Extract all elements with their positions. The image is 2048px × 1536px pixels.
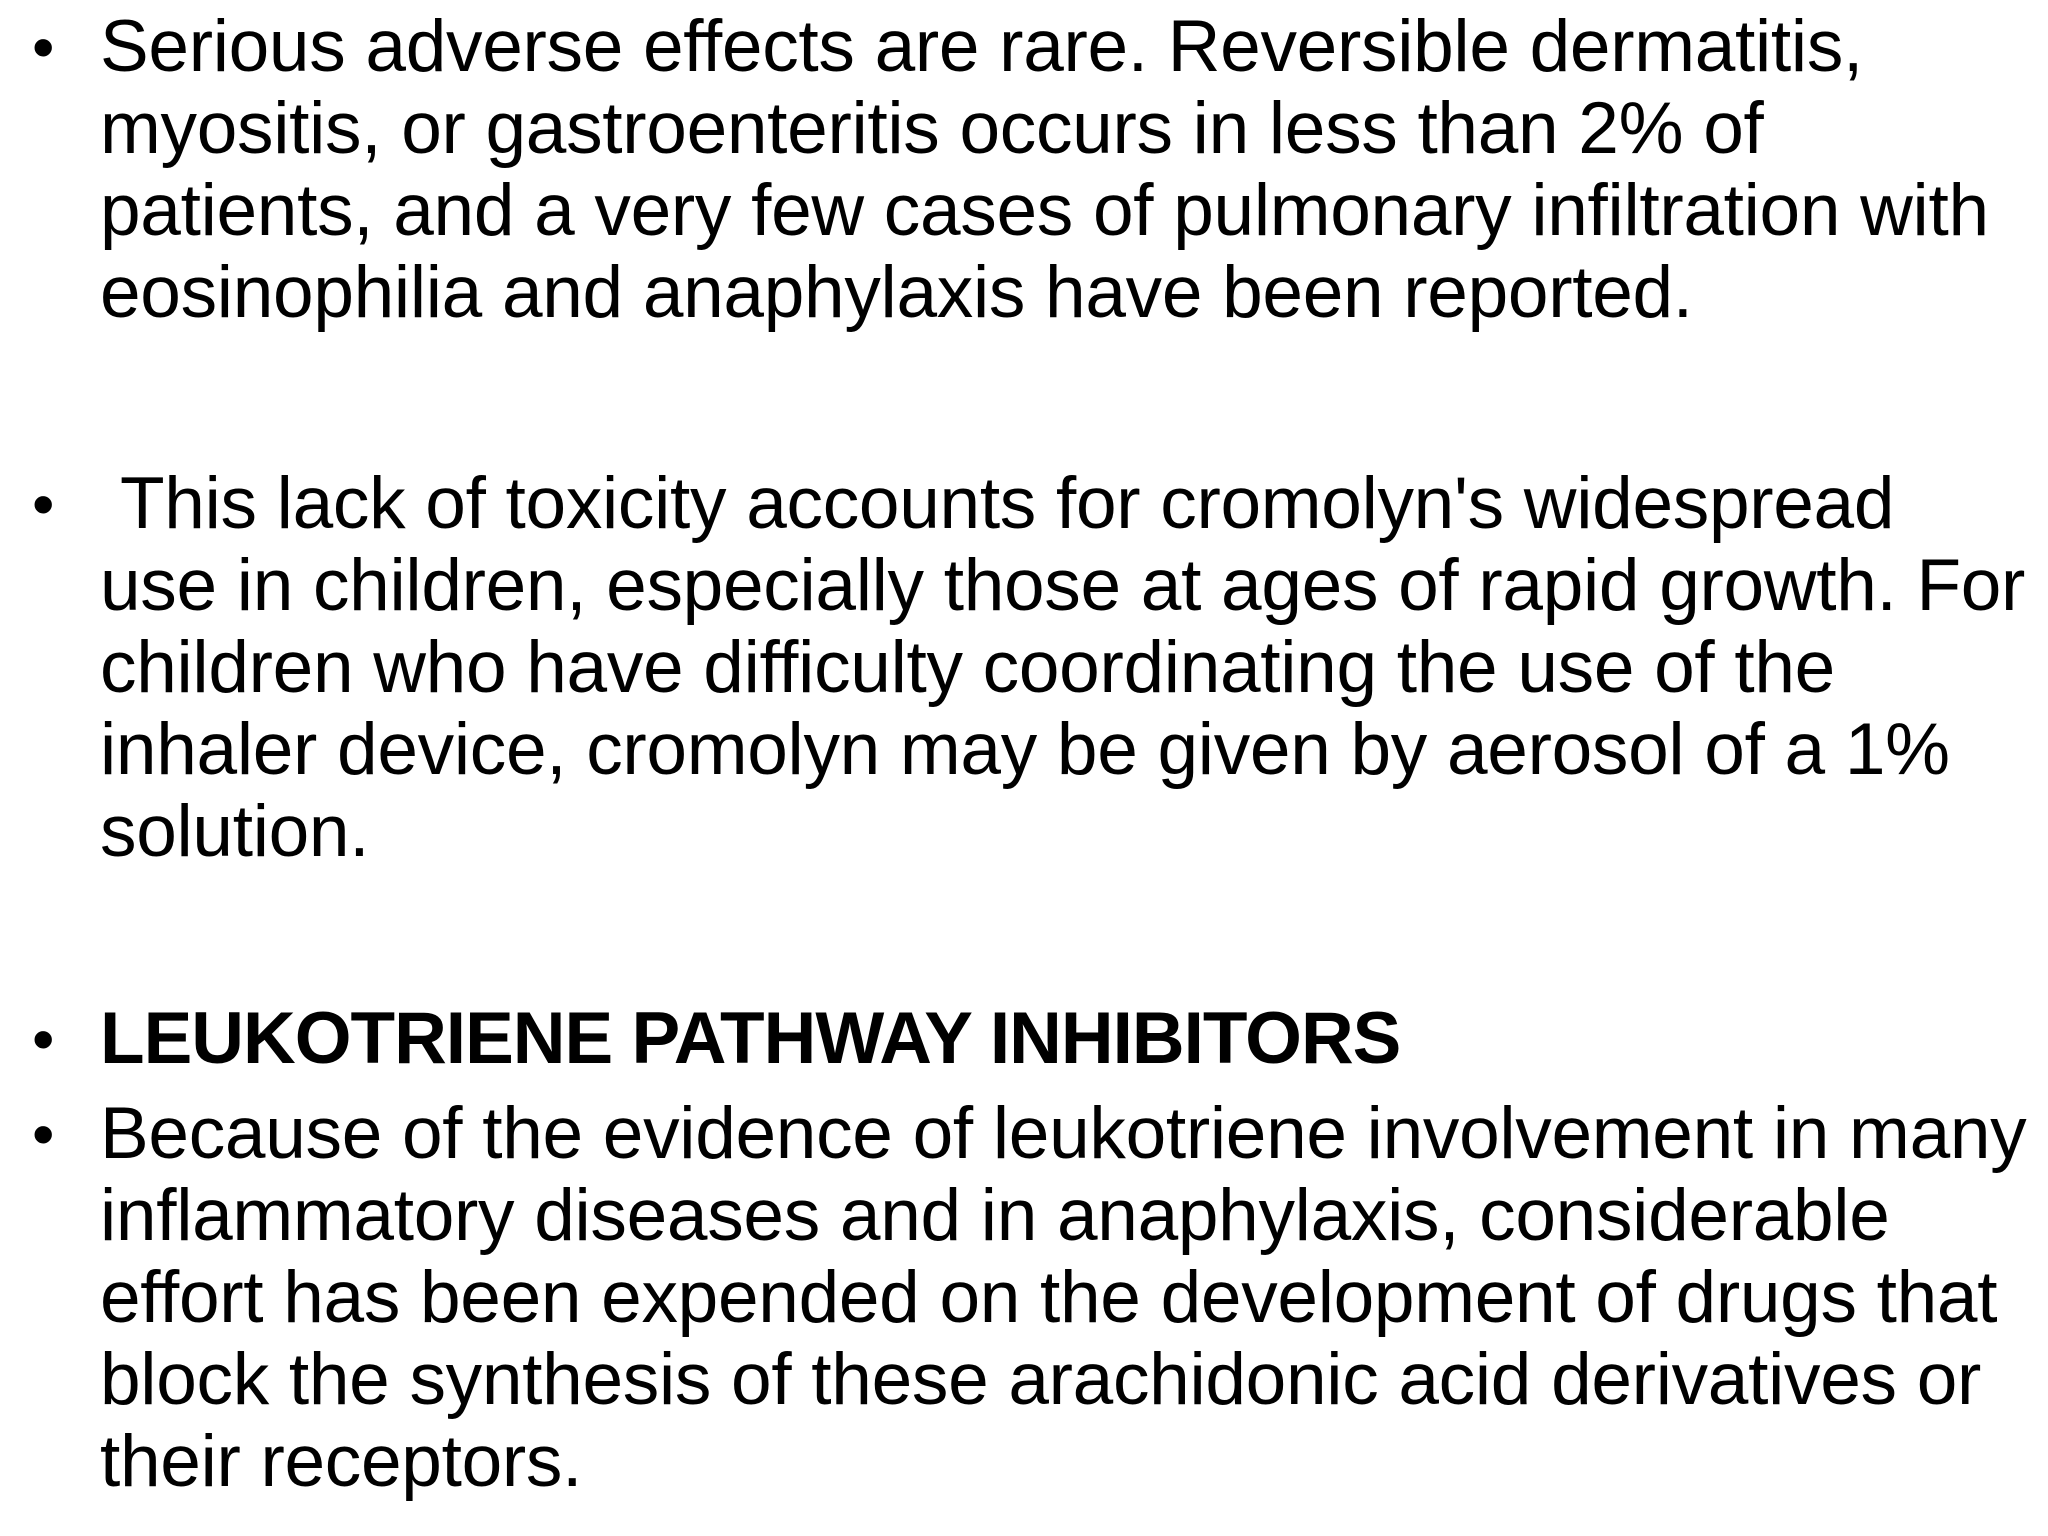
bullet-symbol: • [32,1098,55,1170]
bullet-symbol: • [32,468,55,540]
section-heading: LEUKOTRIENE PATHWAY INHIBITORS [100,998,1401,1079]
bullet-text: Because of the evidence of leukotriene involvement in many inflammatory diseases and in anaphylaxis, considerable effort has been expended on the development of drugs that block the synthesis of these arachidonic acid derivatives or their receptors. [100,1093,2047,1502]
bullet-symbol: • [32,1003,55,1075]
bullet-text: This lack of toxicity accounts for cromolyn's widespread use in children, especially those at ages of rapid growth. For children who have difficulty coordinating the use of the inhaler device, cromolyn may be given by aerosol of a 1% solution. [100,463,2046,872]
bullet-text: Serious adverse effects are rare. Reversible dermatitis, myositis, or gastroenteritis occurs in less than 2% of patients, and a very few cases of pulmonary infiltration with eosinophilia and anaphylaxis have been reported. [100,6,2009,333]
bullet-symbol: • [32,11,55,83]
